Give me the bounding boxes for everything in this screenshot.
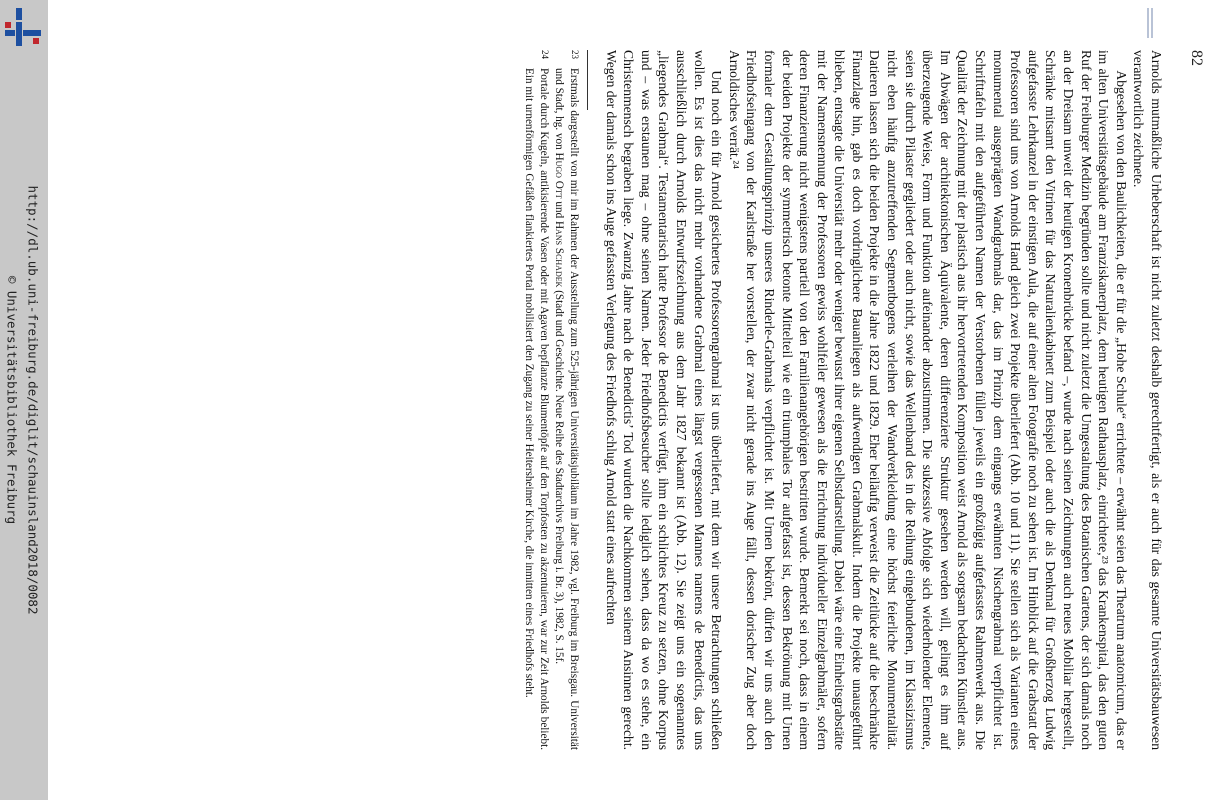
footnote-number: 24	[540, 50, 550, 59]
book-page	[129, 50, 1207, 750]
footnote	[551, 50, 581, 750]
footnote-divider	[587, 50, 588, 110]
paragraph: Abgesehen von den Baulichkeiten, die er für die „Hohe Schule“ errichtete – erwähnt seien das Theatrum anatomicum, das er im alten Universitätsgebäude am Franziskanerplatz, dem heutigen Rathausplatz, einrichtete,²³ das Krankenspital, das den guten Ruf der Freiburger Medizin begründen sollte und nicht zuletzt die Umgestaltung des Botanischen Gartens, der sich damals noch an der Dreisam unweit der heutigen Kronenbrücke befand –, wurde nach seinen Zeichnungen auch neues Mobiliar hergestellt, Schränke mitsamt den Vitrinen für das Naturalienkabinett zum Beispiel oder auch die als Denkmal für Großherzog Ludwig aufgefasste Lehrkanzel in der einstigen Aula, die auf einer alten Fotografie noch zu sehen ist. Im Hinblick auf die Grabstatt der Professoren sind uns von Arnolds Hand gleich zwei Projekte überliefert (Abb. 10 und 11). Sie stellen sich als Varianten eines monumental ausgeprägten Wandgrabmals dar, das im Prinzip dem eingangs erwähnten Nischengrabmal verpflichtet ist. Schrifttafeln mit den aufgeführten Namen der Verstorbenen füllen jeweils ein großzügig aufgefasstes Rahmenwerk aus. Die Qualität der Zeichnung mit der plastisch aus ihr hervortretenden Komposition weist Arnold als sorgsam bedachten Künstler aus. Im Abwägen der architektonischen Äquivalente, deren differenzierte Struktur gesehen werden will, gelingt es ihm auf überzeugende Weise, Form und Funktion aufeinander abzustimmen. Die sukzessive Abfolge sich wiederholender Elemente, seien sie durch Pilaster gegliedert oder auch nicht, sowie das Wellenband des in die Reihung eingebundenen, im Klassizismus nicht eben häufig anzutreffenden Segmentbogens verleihen der Wandverkleidung eine höchst feierliche Monumentalität. Datieren lassen sich die beiden Projekte in die Jahre 1822 und 1829. Eher beiläufig verweist die Zeitlücke auf die beschränkte Finanzlage hin, gab es doch vordringlichere Bauanliegen als aufwendigen Grabmalskult. Indem die Projekte unausgeführt blieben, entsagte die Universität mehr oder weniger bewusst ihrer eigenen Selbstdarstellung. Dabei wäre eine Einheitsgrabstätte mit der Namensnennung der Professoren gewiss wohlfeiler gewesen als die Errichtung individueller Einzelgrabmäler, sofern deren Finanzierung nicht wenigstens partiell von den Familienangehörigen bestritten wurde. Bemerkt sei noch, dass in einem der beiden Projekte der symmetrisch betonte Mittelteil wie ein triumphales Tor aufgefasst ist, dessen Bekrönung mit Urnen formaler dem Gestaltungsprinzip unseres Rinderle-Grabmals verpflichtet ist. Mit Urnen bekrönt, dürfen wir uns auch den Friedhofseingang von der Karlstraße her vorstellen, der zwar nicht gerade ins Auge fällt, dessen dorischer Zug aber doch Arnoldisches verrät.²⁴	[726, 50, 1129, 750]
footnote-text: Erstmals dargestellt von mir im Rahmen der Ausstellung zum 525-jährigen Universitätsjubiläum im Jahre 1982, vgl. Freiburg im Breisgau. Universität und Stadt, hg. von Hugo Ott und Hans Schadek (Stadt und Geschichte. Neue Reihe des Stadtarchivs Freiburg i. Br. 3), 1982, S. 15f.	[553, 68, 580, 750]
footnote	[521, 50, 551, 750]
corner-mark-icon	[1145, 8, 1155, 38]
copyright-notice: © Universitätsbibliothek Freiburg	[4, 275, 20, 525]
library-logo-icon	[3, 6, 43, 48]
paragraph: Arnolds mutmaßliche Urheberschaft ist nicht zuletzt deshalb gerechtfertigt, als er auch für das gesamte Universitätsbauwesen verantwortlich zeichnete.	[1131, 50, 1164, 750]
source-url[interactable]: http://dl.ub.uni-freiburg.de/diglit/schauinsland2018/0082	[25, 185, 41, 615]
footnote-number: 23	[570, 50, 580, 59]
page-body	[521, 50, 1165, 750]
page-number: 82	[1188, 50, 1205, 66]
viewer-sidebar	[0, 0, 48, 800]
footnote-text: Portale durch Kugeln, antikisierende Vasen oder mit Agaven bepflanzte Blumentöpfe auf den Torpfosten zu akzentuieren, war zur Zeit Arnolds beliebt. Ein mit urnenförmigen Gefäßen flankiertes Portal mobilisiert den Zugang zu seiner Heitersheimer Kirche, die inmitten eines Friedhofs steht.	[523, 68, 550, 750]
paragraph: Und noch ein für Arnold gesichertes Professorengrabmal ist uns überliefert, mit dem wir unsere Betrachtungen schließen wollen. Es ist dies das nicht mehr vorhandene Grabmal eines längst vergessenen Mannes namens de Benedictis, das uns ausschließlich durch Arnolds Entwurfszeichnung aus dem Jahr 1827 bekannt ist (Abb. 12). Sie zeigt uns ein sogenanntes „liegendes Grabmal“. Testamentarisch hatte Professor de Benedictis verfügt, ihm ein schlichtes Kreuz zu setzen, ohne Korpus und – was erstaunen mag – ohne seinen Namen. Jeder Friedhofsbesucher sollte lediglich sehen, dass da wo es stehe, ein Christenmensch begraben liege. Zwanzig Jahre nach de Benedictis’ Tod wurden die Nachkommen seinem Ansinnen gerecht. Wegen der damals schon ins Auge gefassten Verlegung des Friedhofs schlug Arnold statt eines aufrechten	[603, 50, 725, 750]
